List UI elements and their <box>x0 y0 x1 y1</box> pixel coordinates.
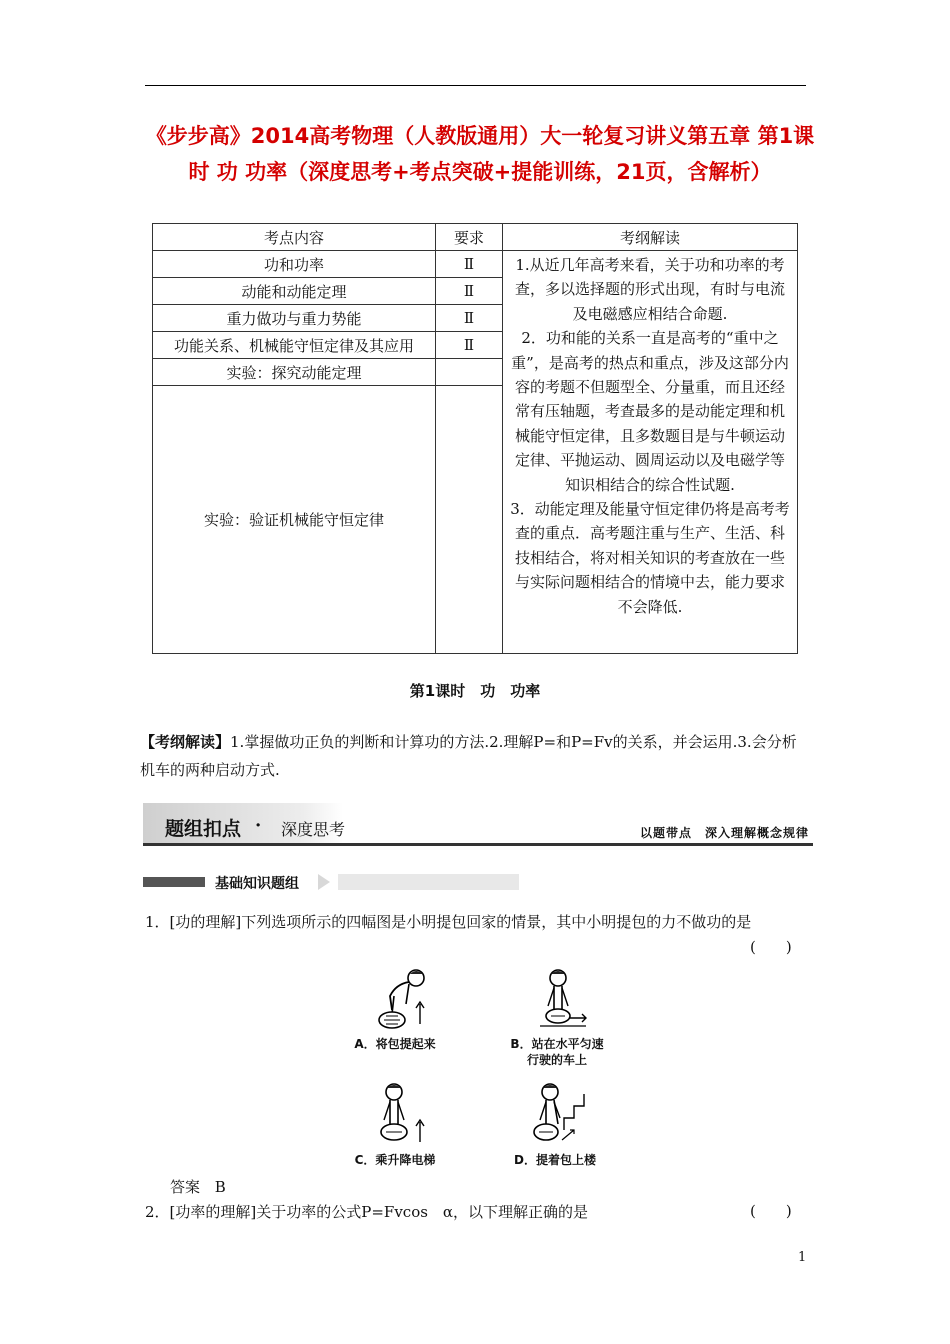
interpretation-paragraph-1: 1.从近几年高考来看，关于功和功率的考查，多以选择题的形式出现，有时与电流及电磁感应相结合命题. <box>514 256 785 323</box>
question-number: 1． <box>145 913 170 931</box>
interpretation-paragraph-2: 2．功和能的关系一直是高考的“重中之重”，是高考的热点和重点，涉及这部分内容的考题不但题型全、分量重，而且还经常有压轴题，考查最多的是动能定理和机械能守恒定律，且多数题目是与牛顿运动定律、平抛运动、圆周运动以及电磁学等知识相结合的综合性试题. <box>511 329 789 494</box>
section-title: 第1课时 功 功率 <box>409 682 541 700</box>
question-text: [功率的理解]关于功率的公式P=Fvcos α，以下理解正确的是 <box>169 1203 589 1221</box>
header-requirement: 要求 <box>436 224 503 251</box>
subsection-arrow-icon <box>318 874 330 890</box>
banner-dot: · <box>255 815 262 836</box>
requirement-cell: Ⅱ <box>436 278 503 305</box>
subsection-bar-fade <box>338 874 519 890</box>
figure-d-caption: D．提着包上楼 <box>514 1153 596 1167</box>
requirement-cell: Ⅱ <box>436 332 503 359</box>
figure-b-caption <box>497 1036 617 1068</box>
interpretation-cell <box>503 251 798 654</box>
subsection-title: 基础知识题组 <box>215 876 299 892</box>
topic-cell: 实验：验证机械能守恒定律 <box>153 386 436 654</box>
answer-blank: ( ) <box>750 938 792 956</box>
subsection-bar <box>143 874 519 890</box>
topic-cell: 功和功率 <box>153 251 436 278</box>
header-rule <box>145 85 806 86</box>
answer-blank: ( ) <box>750 1202 792 1220</box>
outline-note <box>140 728 810 784</box>
banner-tagline: 以题带点 深入理解概念规律 <box>639 826 809 840</box>
outline-note-label: 【考纲解读】 <box>140 733 231 751</box>
header-topic: 考点内容 <box>153 224 436 251</box>
figure-c-in-elevator <box>372 1080 432 1144</box>
exam-outline-table <box>152 223 798 654</box>
page-number: 1 <box>798 1250 807 1265</box>
section-banner <box>143 803 813 847</box>
question-2 <box>145 1200 745 1224</box>
answer-value: B <box>214 1178 226 1196</box>
topic-cell: 实验：探究动能定理 <box>153 359 436 386</box>
question-text: [功的理解]下列选项所示的四幅图是小明提包回家的情景，其中小明提包的力不做功的是 <box>169 913 752 931</box>
question-1 <box>145 910 810 934</box>
header-interpretation: 考纲解读 <box>503 224 798 251</box>
topic-cell: 功能关系、机械能守恒定律及其应用 <box>153 332 436 359</box>
subsection-bar-dark <box>143 877 205 887</box>
figure-b-caption-line-2: 行驶的车上 <box>526 1053 587 1067</box>
banner-subtitle: 深度思考 <box>281 820 346 839</box>
figure-b-standing-on-cart <box>540 966 590 1030</box>
requirement-cell: Ⅱ <box>436 305 503 332</box>
figure-b-caption-line-1: B．站在水平匀速 <box>510 1037 604 1051</box>
topic-cell: 重力做功与重力势能 <box>153 305 436 332</box>
banner-main-title: 题组扣点 <box>165 818 242 840</box>
topic-cell: 动能和动能定理 <box>153 278 436 305</box>
answer-line <box>170 1175 226 1199</box>
answer-label: 答案 <box>170 1178 201 1196</box>
table-header-row <box>153 224 798 251</box>
document-title: 《步步高》2014高考物理（人教版通用）大一轮复习讲义第五章 第1课时 功 功率（深度思考+考点突破+提能训练，21页，含解析） <box>145 124 815 184</box>
figure-d-climbing-stairs <box>530 1080 590 1144</box>
question-number: 2． <box>145 1203 170 1221</box>
figure-a-lifting-bag <box>372 966 432 1030</box>
table-row <box>153 251 798 278</box>
outline-note-text: 1.掌握做功正负的判断和计算功的方法.2.理解P=和P=Fv的关系，并会运用.3.会分析机车的两种启动方式. <box>140 733 797 779</box>
requirement-cell <box>436 386 503 654</box>
figure-c-caption: C．乘升降电梯 <box>354 1153 436 1167</box>
requirement-cell <box>436 359 503 386</box>
requirement-cell: Ⅱ <box>436 251 503 278</box>
interpretation-paragraph-3: 3．动能定理及能量守恒定律仍将是高考考查的重点．高考题注重与生产、生活、科技相结合，将对相关知识的考查放在一些与实际问题相结合的情境中去，能力要求不会降低. <box>510 500 790 616</box>
figure-a-caption: A．将包提起来 <box>354 1037 436 1051</box>
banner-underline <box>143 843 813 846</box>
